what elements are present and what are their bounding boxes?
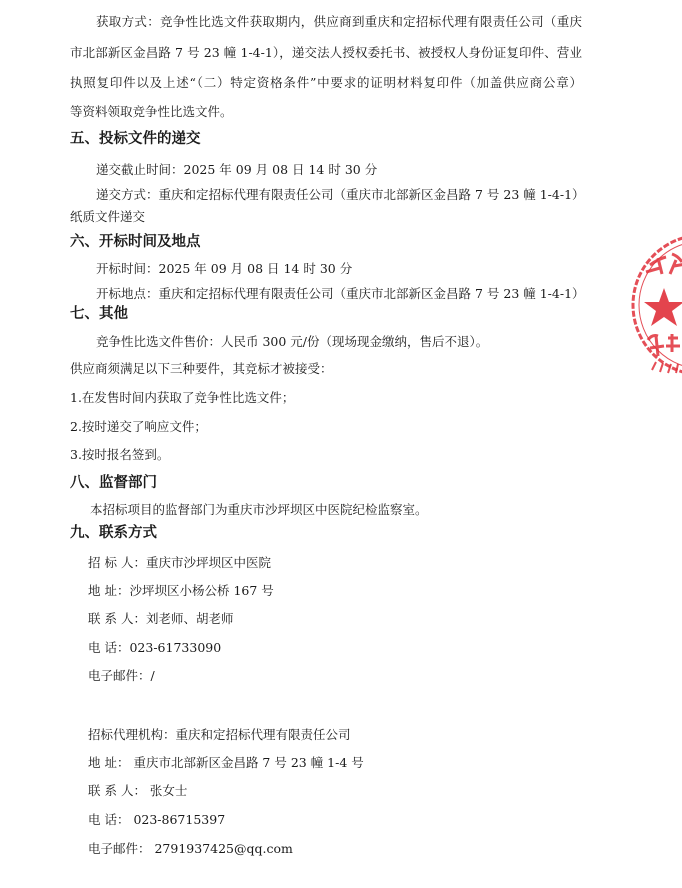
obtain-line-3: 执照复印件以及上述“（二）特定资格条件”中要求的证明材料复印件（加盖供应商公章） xyxy=(70,75,582,90)
heading-section-9: 九、联系方式 xyxy=(70,525,157,541)
submit-method-cont: 纸质文件递交 xyxy=(70,209,146,224)
tenderer-address: 地 址：沙坪坝区小杨公桥 167 号 xyxy=(88,583,274,598)
heading-section-7: 七、其他 xyxy=(70,306,128,322)
document-price: 竞争性比选文件售价：人民币 300 元/份（现场现金缴纳，售后不退）。 xyxy=(96,334,489,349)
tenderer-name: 招 标 人：重庆市沙坪坝区中医院 xyxy=(88,555,271,570)
submit-deadline: 递交截止时间：2025 年 09 月 08 日 14 时 30 分 xyxy=(96,162,378,177)
submit-method: 递交方式：重庆和定招标代理有限责任公司（重庆市北部新区金昌路 7 号 23 幢 1-4-1） xyxy=(96,187,585,202)
agency-phone: 电 话： 023-86715397 xyxy=(88,812,226,827)
official-seal-stamp xyxy=(628,230,682,380)
requirements-intro: 供应商须满足以下三种要件，其竞标才被接受： xyxy=(70,361,333,376)
open-place: 开标地点：重庆和定招标代理有限责任公司（重庆市北部新区金昌路 7 号 23 幢 1-4-1） xyxy=(96,286,585,301)
tenderer-phone: 电 话：023-61733090 xyxy=(88,640,222,655)
open-time: 开标时间：2025 年 09 月 08 日 14 时 30 分 xyxy=(96,261,353,276)
tenderer-contact: 联 系 人：刘老师、胡老师 xyxy=(88,611,234,626)
agency-contact: 联 系 人： 张女士 xyxy=(88,783,188,798)
tenderer-email: 电子邮件：/ xyxy=(88,668,155,683)
requirement-item: 2.按时递交了响应文件； xyxy=(70,419,207,434)
supervision-text: 本招标项目的监督部门为重庆市沙坪坝区中医院纪检监察室。 xyxy=(90,502,428,517)
obtain-line-4: 等资料领取竞争性比选文件。 xyxy=(70,104,233,119)
heading-section-5: 五、投标文件的递交 xyxy=(70,131,201,147)
agency-email: 电子邮件： 2791937425@qq.com xyxy=(88,841,293,856)
heading-section-6: 六、开标时间及地点 xyxy=(70,234,201,250)
agency-address: 地 址： 重庆市北部新区金昌路 7 号 23 幢 1-4 号 xyxy=(88,755,364,770)
requirement-item: 1.在发售时间内获取了竞争性比选文件； xyxy=(70,390,295,405)
agency-name: 招标代理机构：重庆和定招标代理有限责任公司 xyxy=(88,727,351,742)
obtain-line-2: 市北部新区金昌路 7 号 23 幢 1-4-1），递交法人授权委托书、被授权人身份证复印件、营业 xyxy=(70,45,582,60)
heading-section-8: 八、监督部门 xyxy=(70,475,157,491)
star-icon xyxy=(644,288,682,326)
obtain-line-1: 获取方式：竞争性比选文件获取期内，供应商到重庆和定招标代理有限责任公司（重庆 xyxy=(96,14,582,29)
requirement-item: 3.按时报名签到。 xyxy=(70,447,170,462)
